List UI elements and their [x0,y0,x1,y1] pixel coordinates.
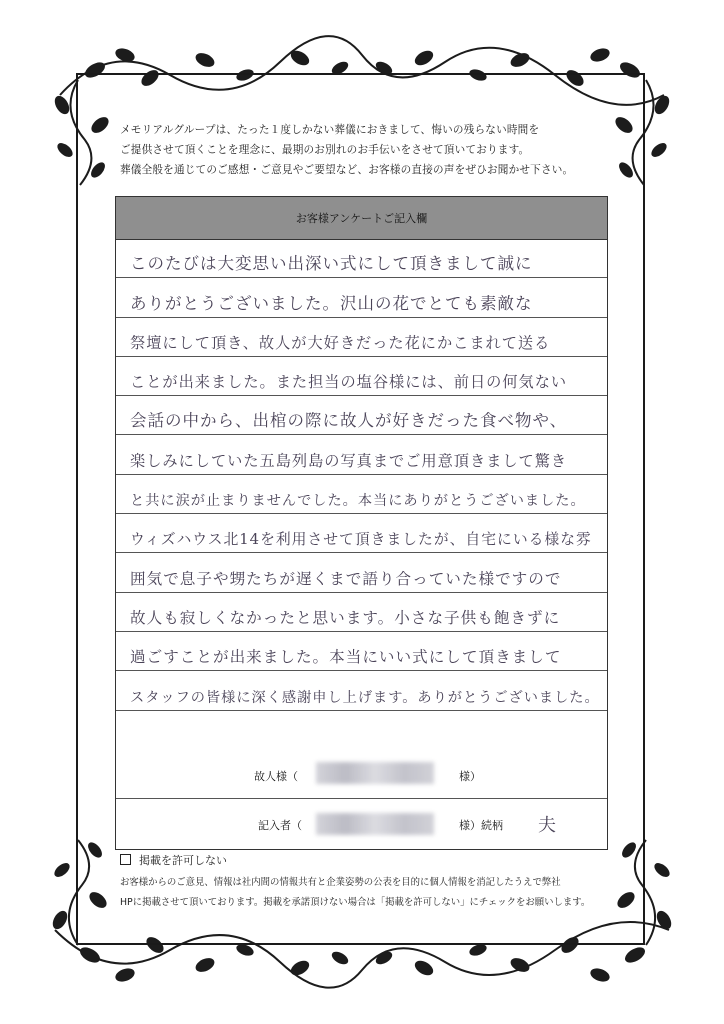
comment-line [116,239,607,278]
note-line-2: HPに掲載させて頂いております。掲載を承諾頂けない場合は「掲載を許可しない」にチェックをお願いします。 [120,897,591,908]
survey-form [115,196,608,850]
comment-line [116,318,607,357]
comment-text: 故人も寂しくなかったと思います。小さな子供も飽きずに [130,608,561,627]
privacy-note [120,873,600,913]
intro-line-2: ご提供させて頂くことを理念に、最期のお別れのお手伝いをさせて頂いております。 [120,144,530,156]
intro-line-3: 葬儀全般を通じてのご感想・ご意見やご要望など、お客様の直接の声をぜひお聞かせ下さい。 [120,164,574,176]
comment-text: ウィズハウス北14を利用させて頂きましたが、自宅にいる様な雰 [130,531,592,549]
handwritten-comment [116,239,607,711]
comment-line [116,593,607,632]
comment-text: 囲気で息子や甥たちが遅くまで語り合っていた様ですので [130,569,562,588]
intro-text [120,120,640,180]
relationship-value: 夫 [538,815,556,836]
comment-text: このたびは大変思い出深い式にして頂きまして誠に [130,254,533,274]
deceased-suffix: 様） [459,770,481,783]
writer-name-redacted [316,813,434,835]
writer-suffix: 様）続柄 [459,819,503,832]
permit-option[interactable] [120,852,227,868]
comment-line [116,514,607,553]
comment-text: ことが出来ました。また担当の塩谷様には、前日の何気ない [130,373,568,392]
writer-label: 記入者（ [258,819,302,832]
writer-name-row [116,799,607,845]
comment-line [116,278,607,317]
form-title: お客様アンケートご記入欄 [116,197,607,240]
comment-line [116,632,607,671]
comment-text: 楽しみにしていた五島列島の写真までご用意頂きまして驚き [130,451,568,470]
comment-text: と共に涙が止まりませんでした。本当にありがとうございました。 [130,493,586,510]
checkbox-icon[interactable] [120,854,131,865]
comment-line [116,671,607,710]
deceased-name-row [116,752,607,799]
deceased-label: 故人様（ [254,770,298,783]
comment-line [116,475,607,514]
comment-text: 祭壇にして頂き、故人が大好きだった花にかこまれて送る [130,333,551,352]
comment-line [116,396,607,435]
intro-line-1: メモリアルグループは、たった１度しかない葬儀におきまして、悔いの残らない時間を [120,124,540,136]
note-line-1: お客様からのご意見、情報は社内間の情報共有と企業姿勢の公表を目的に個人情報を消記したうえで弊社 [120,877,561,888]
comment-line [116,435,607,474]
comment-text: スタッフの皆様に深く感謝申し上げます。ありがとうございました。 [130,689,600,706]
deceased-name-redacted [316,762,434,784]
comment-line [116,553,607,592]
comment-line [116,357,607,396]
comment-text: 過ごすことが出来ました。本当にいい式にして頂きまして [130,648,562,667]
comment-text: ありがとうございました。沢山の花でとても素敵な [130,293,533,313]
comment-text: 会話の中から、出棺の際に故人が好きだった食べ物や、 [130,411,568,431]
permit-label: 掲載を許可しない [139,854,227,867]
